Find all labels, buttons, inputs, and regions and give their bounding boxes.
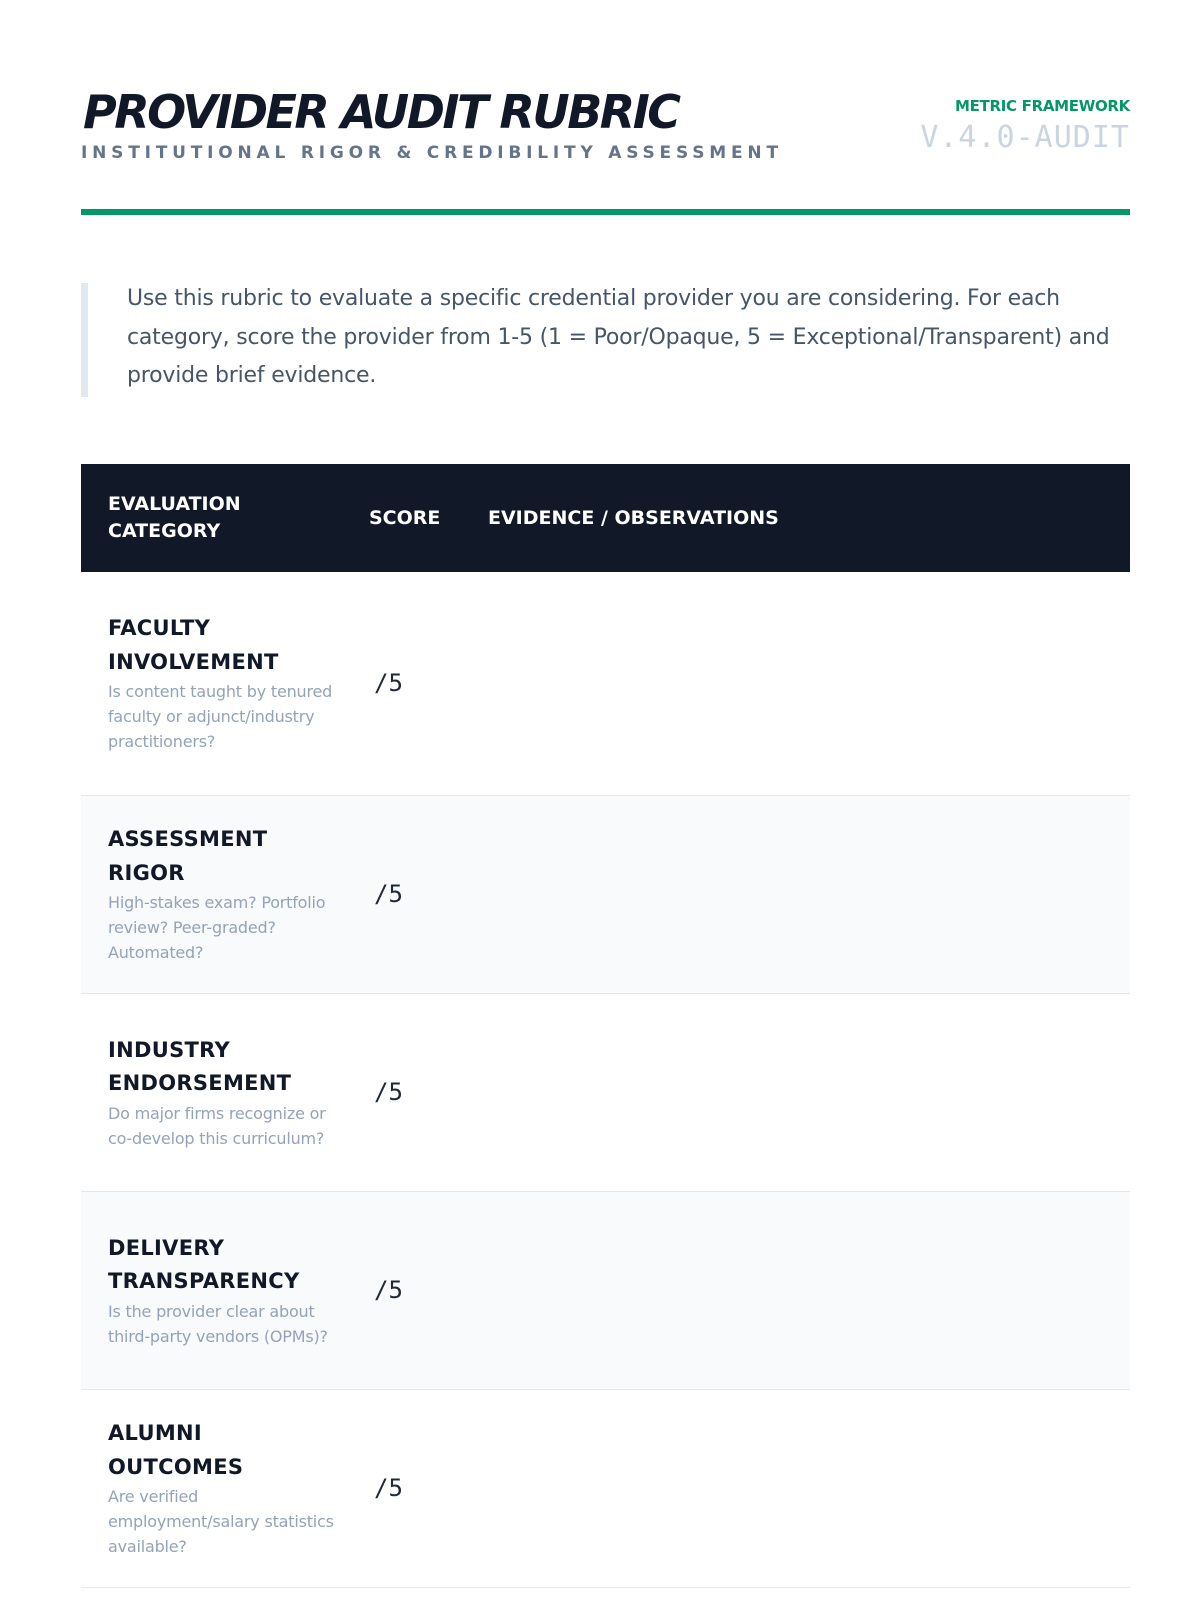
page-header: [81, 0, 1130, 215]
table-row: [81, 993, 1130, 1191]
score-field[interactable]: /5: [374, 1276, 403, 1304]
rubric-table-header: [81, 464, 1130, 572]
evidence-field[interactable]: [488, 1191, 1130, 1389]
framework-label: METRIC FRAMEWORK: [954, 97, 1130, 115]
evidence-field[interactable]: [488, 993, 1130, 1191]
evidence-field[interactable]: [488, 1389, 1130, 1587]
category-name: INDUSTRY ENDORSEMENT: [108, 1037, 292, 1095]
category-cell: [81, 572, 369, 795]
score-field[interactable]: /5: [374, 1078, 403, 1106]
category-name: ASSESSMENT RIGOR: [108, 827, 268, 885]
page-subtitle: INSTITUTIONAL RIGOR & CREDIBILITY ASSESSMENT: [81, 143, 783, 163]
category-cell: [81, 1389, 369, 1587]
table-row: [81, 1191, 1130, 1389]
header-score: SCORE: [369, 506, 441, 529]
rubric-table: [81, 464, 1130, 1588]
evidence-field[interactable]: [488, 795, 1130, 993]
header-divider: [81, 209, 1130, 215]
category-description: Is content taught by tenured faculty or adjunct/industry practitioners?: [108, 682, 333, 752]
category-name: FACULTY INVOLVEMENT: [108, 616, 279, 674]
header-evidence: EVIDENCE / OBSERVATIONS: [488, 506, 779, 529]
page-title: PROVIDER AUDIT RUBRIC: [83, 85, 679, 139]
category-name: DELIVERY TRANSPARENCY: [108, 1235, 300, 1293]
score-field[interactable]: /5: [374, 1474, 403, 1502]
table-row: [81, 795, 1130, 993]
intro-text: Use this rubric to evaluate a specific credential provider you are considering. For each category, score the provider from 1-5 (1 = Poor/Opaque, 5 = Exceptional/Transparent) and provide brief evidence.: [127, 286, 1110, 388]
category-cell: [81, 795, 369, 993]
category-description: Are verified employment/salary statistics available?: [108, 1487, 334, 1556]
category-description: Is the provider clear about third-party vendors (OPMs)?: [108, 1301, 328, 1346]
intro-callout: [81, 283, 1130, 397]
header-row: [81, 464, 1130, 572]
rubric-page: [81, 0, 1130, 1556]
category-description: Do major firms recognize or co-develop this curriculum?: [108, 1103, 326, 1148]
framework-version: V.4.0-AUDIT: [920, 120, 1130, 155]
score-field[interactable]: /5: [374, 669, 403, 698]
category-cell: [81, 1191, 369, 1389]
evidence-field[interactable]: [488, 572, 1130, 795]
category-description: High-stakes exam? Portfolio review? Peer-graded? Automated?: [108, 893, 326, 962]
framework-info: [920, 96, 1130, 156]
category-cell: [81, 993, 369, 1191]
table-row: [81, 572, 1130, 795]
header-category: EVALUATION CATEGORY: [108, 493, 241, 542]
score-field[interactable]: /5: [374, 880, 403, 908]
category-name: ALUMNI OUTCOMES: [108, 1421, 244, 1479]
table-row: [81, 1389, 1130, 1587]
